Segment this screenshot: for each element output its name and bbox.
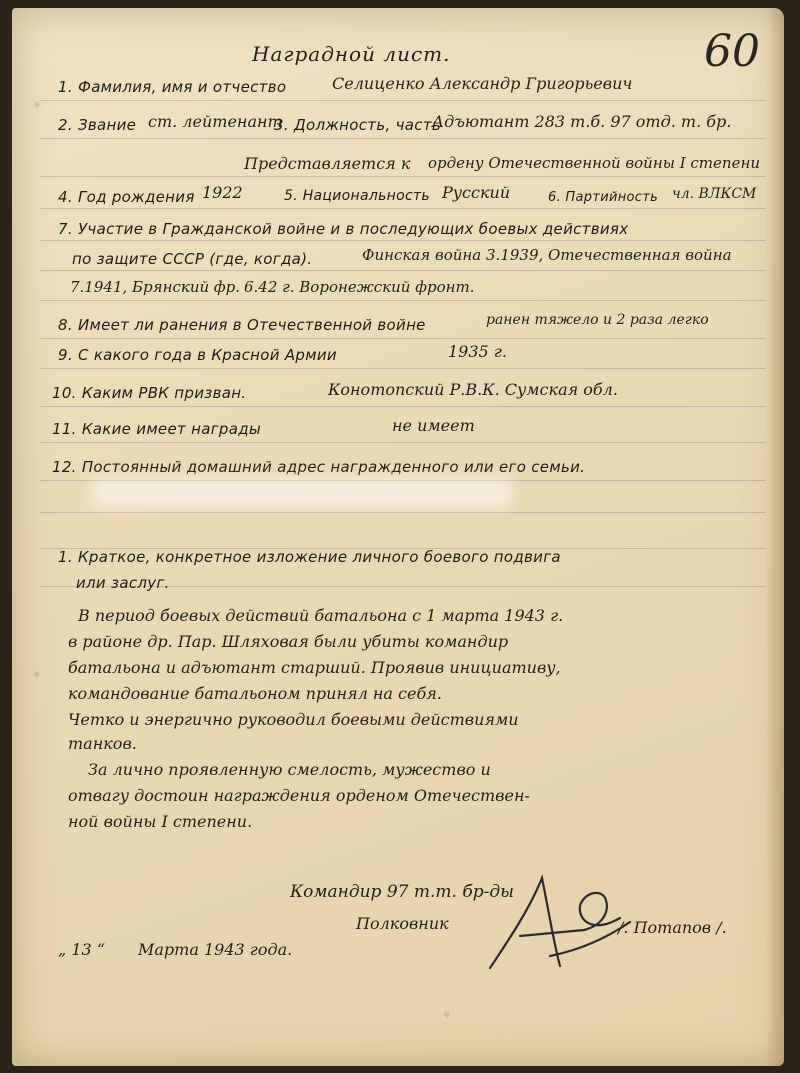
ruled-line <box>40 100 766 101</box>
ruled-line <box>40 240 766 241</box>
ruled-line <box>40 208 766 209</box>
sheet-number: 60 <box>704 26 760 77</box>
field-4-value: 1922 <box>202 183 243 202</box>
field-4-label: 4. Год рождения <box>58 188 195 206</box>
feat-label-line-2: или заслуг. <box>76 574 170 592</box>
field-6-label: 6. Партийность <box>548 190 659 205</box>
field-1-value: Селиценко Александр Григорьевич <box>332 74 633 93</box>
commander-rank: Полковник <box>356 914 449 933</box>
ruled-line <box>40 138 766 139</box>
page-edge-shadow <box>766 8 784 1066</box>
narrative-line: ной войны I степени. <box>68 812 253 831</box>
field-7-value-line-1: Финская война 3.1939, Отечественная война <box>362 246 732 264</box>
narrative-line: батальона и адъютант старший. Проявив инициативу, <box>68 658 561 677</box>
redacted-address <box>92 478 512 508</box>
ruled-line <box>40 176 766 177</box>
document-title: Наградной лист. <box>252 42 451 66</box>
ruled-line <box>40 338 766 339</box>
field-2-value: ст. лейтенант <box>148 112 283 131</box>
field-8-value: ранен тяжело и 2 раза легко <box>486 312 709 328</box>
field-12-label: 12. Постоянный домашний адрес награжденного или его семьи. <box>52 458 586 476</box>
field-10-label: 10. Каким РВК призван. <box>52 384 247 402</box>
narrative-line: За лично проявленную смелость, мужество и <box>88 760 491 779</box>
ruled-line <box>40 368 766 369</box>
document-page: ★ ★ ★ 60 Наградной лист. 1. Фамилия, имя и отчество Селиценко Александр Григорьевич 2. Звание ст. лейтенант 3. Должность, часть Адъютант 283 т.б. 97 отд. т. бр. Представляется к ордену Отечественной войны I степени 4. Год рождения 1922 5. Национальность Русский 6. Партийность чл. ВЛКСМ 7. Участие в Гражданской войне и в последующих боевых действиях по защите СССР (где, когда). Финская война 3.1939, Отечественная война 7.1941, Брянский фр. 6.42 г. Воронежский фронт. 8. Имеет ли ранения в Отечественной войне ранен тяжело и 2 раза легко 9. С какого года в Красной Армии 1935 г. 10. Каким РВК призван. Конотопский Р.В.К. Сумская обл. 11. Какие имеет награды не имеет 12. Постоянный домашний адрес награжденного или его семьи. 1. Краткое, конкретное изложение личного боевого подвига или заслуг. В период боевых действий батальона с 1 марта 1943 г. в районе др. Пар. Шляховая были убиты командир батальона и адъютант старший. Проявив инициативу, командование батальоном принял на себя. Четко и энергично руководил боевыми действиями танков. За лично проявленную смелость, мужество и отвагу достоин награждения орденом Отечествен- ной войны I степени. Командир 97 т.т. бр-ды Полковник /. Потапов /. „ 13 “ Марта 1943 года. <box>12 8 784 1066</box>
field-8-label: 8. Имеет ли ранения в Отечественной войне <box>58 316 426 334</box>
narrative-line: в районе др. Пар. Шляховая были убиты командир <box>68 632 509 651</box>
signature-icon <box>480 848 640 988</box>
field-11-label: 11. Какие имеет награды <box>52 420 262 438</box>
narrative-line: Четко и энергично руководил боевыми действиями <box>68 710 519 729</box>
narrative-line: командование батальоном принял на себя. <box>68 684 442 703</box>
narrative-line: отвагу достоин награждения орденом Отечествен- <box>68 786 530 805</box>
ruled-line <box>40 270 766 271</box>
ruled-line <box>40 300 766 301</box>
represented-label: Представляется к <box>244 154 411 173</box>
date-rest: Марта 1943 года. <box>138 940 293 959</box>
field-7-value-line-2: 7.1941, Брянский фр. <box>70 278 241 296</box>
represented-value: ордену Отечественной войны I степени <box>428 154 760 172</box>
field-7-value-line-3: 6.42 г. Воронежский фронт. <box>244 278 475 296</box>
field-9-label: 9. С какого года в Красной Армии <box>58 346 337 364</box>
narrative-line: танков. <box>68 734 137 753</box>
signature-image <box>480 848 640 992</box>
field-3-label: 3. Должность, часть <box>274 116 442 134</box>
field-11-value: не имеет <box>392 416 475 435</box>
field-3-value: Адъютант 283 т.б. 97 отд. т. бр. <box>432 112 732 131</box>
ruled-line <box>40 512 766 513</box>
commander-line: Командир 97 т.т. бр-ды <box>290 882 514 902</box>
ruled-line <box>40 442 766 443</box>
ruled-line <box>40 406 766 407</box>
field-7-label-line-2: по защите СССР (где, когда). <box>72 250 313 268</box>
field-6-value: чл. ВЛКСМ <box>672 186 757 202</box>
field-10-value: Конотопский Р.В.К. Сумская обл. <box>328 380 618 399</box>
commander-name: /. Потапов /. <box>618 918 727 937</box>
field-5-label: 5. Национальность <box>284 188 430 204</box>
field-2-label: 2. Звание <box>58 116 137 134</box>
narrative-line: В период боевых действий батальона с 1 марта 1943 г. <box>78 606 564 625</box>
field-1-label: 1. Фамилия, имя и отчество <box>58 78 287 96</box>
field-7-label-line-1: 7. Участие в Гражданской войне и в последующих боевых действиях <box>58 220 629 238</box>
field-9-value: 1935 г. <box>448 342 507 361</box>
feat-label-line-1: 1. Краткое, конкретное изложение личного боевого подвига <box>58 548 561 566</box>
date-day: „ 13 “ <box>58 940 105 959</box>
field-5-value: Русский <box>442 183 511 202</box>
